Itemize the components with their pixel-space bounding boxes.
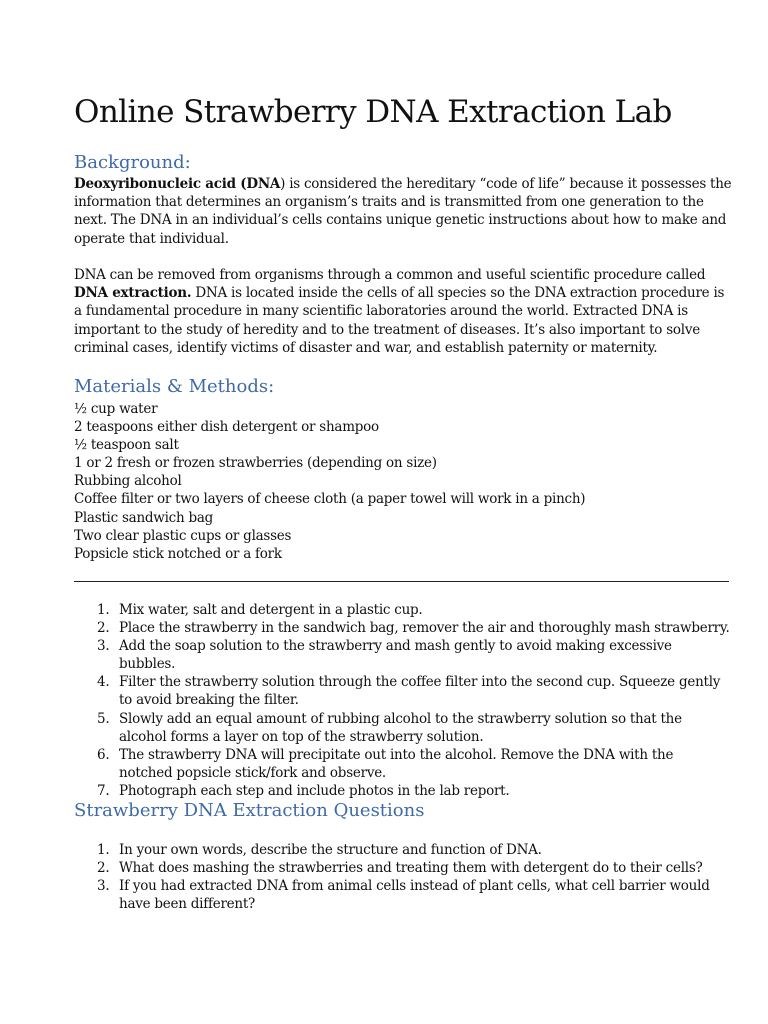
material-item: ½ teaspoon salt	[74, 437, 179, 454]
questions-heading: Strawberry DNA Extraction Questions	[74, 800, 425, 821]
step-item	[74, 673, 730, 709]
question-number: 3.	[97, 878, 110, 895]
step-item	[74, 710, 730, 746]
question-number: 1.	[97, 842, 110, 858]
step-text: Slowly add an equal amount of rubbing alcohol to the strawberry solution so that the alcohol forms a layer on top of the strawberry solution.	[119, 710, 682, 745]
question-text: If you had extracted DNA from animal cells instead of plant cells, what cell barrier would have been different?	[119, 878, 710, 913]
step-item	[74, 637, 730, 673]
page-title: Online Strawberry DNA Extraction Lab	[74, 94, 672, 130]
dna-term: Deoxyribonucleic acid (DNA	[74, 176, 281, 192]
paragraph-2-text: DNA is located inside the cells of all species so the DNA extraction procedure is a fundamental procedure in many scientific laboratories around the world. Extracted DNA is important to the study of heredity and to the treatment of diseases. It’s also important to solve criminal cases, identify victims of disaster and war, and establish paternity or maternity.	[74, 285, 725, 356]
step-text: Photograph each step and include photos in the lab report.	[119, 782, 510, 799]
materials-list	[74, 400, 585, 563]
background-heading: Background:	[74, 152, 191, 173]
question-number: 2.	[97, 860, 110, 877]
step-number: 5.	[97, 710, 110, 727]
paragraph-1-text: ) is considered the hereditary “code of life” because it possesses the information that determines an organism’s traits and is transmitted from one generation to the next. The DNA in an individual’s cells contains unique genetic instructions about how to make and operate that individual.	[74, 176, 732, 247]
material-item: Rubbing alcohol	[74, 473, 182, 490]
material-item: 1 or 2 fresh or frozen strawberries (depending on size)	[74, 455, 437, 472]
material-item: ½ cup water	[74, 401, 158, 417]
materials-heading: Materials & Methods:	[74, 376, 275, 397]
question-item	[74, 841, 730, 859]
question-item	[74, 859, 730, 877]
step-text: Place the strawberry in the sandwich bag, remover the air and thoroughly mash strawberry.	[119, 620, 730, 637]
step-text: Add the soap solution to the strawberry and mash gently to avoid making excessive bubbles.	[119, 638, 672, 673]
background-paragraph-1	[74, 175, 736, 248]
step-number: 3.	[97, 638, 110, 655]
step-text: The strawberry DNA will precipitate out into the alcohol. Remove the DNA with the notched popsicle stick/fork and observe.	[119, 746, 674, 781]
step-number: 2.	[97, 620, 110, 637]
procedure-steps-list	[74, 601, 730, 800]
step-item	[74, 746, 730, 782]
material-item: Plastic sandwich bag	[74, 509, 214, 526]
step-item	[74, 619, 730, 637]
question-item	[74, 877, 730, 913]
step-item	[74, 782, 730, 800]
step-number: 4.	[97, 674, 110, 691]
material-item: 2 teaspoons either dish detergent or shampoo	[74, 419, 379, 436]
paragraph-2-start: DNA can be removed from organisms through a common and useful scientific procedure called	[74, 267, 706, 283]
question-text: What does mashing the strawberries and treating them with detergent do to their cells?	[119, 860, 703, 877]
step-item	[74, 601, 730, 619]
section-divider	[74, 581, 729, 582]
questions-list	[74, 841, 730, 913]
material-item: Two clear plastic cups or glasses	[74, 527, 292, 544]
question-text: In your own words, describe the structure and function of DNA.	[119, 842, 542, 858]
step-number: 7.	[97, 782, 110, 799]
material-item: Popsicle stick notched or a fork	[74, 545, 282, 562]
step-number: 6.	[97, 746, 110, 763]
dna-extraction-term: DNA extraction.	[74, 285, 192, 302]
material-item: Coffee filter or two layers of cheese cloth (a paper towel will work in a pinch)	[74, 491, 586, 508]
background-paragraph-2	[74, 266, 736, 357]
step-text: Filter the strawberry solution through the coffee filter into the second cup. Squeeze gently to avoid breaking the filter.	[119, 674, 721, 709]
step-text: Mix water, salt and detergent in a plastic cup.	[119, 602, 423, 618]
step-number: 1.	[97, 602, 110, 618]
